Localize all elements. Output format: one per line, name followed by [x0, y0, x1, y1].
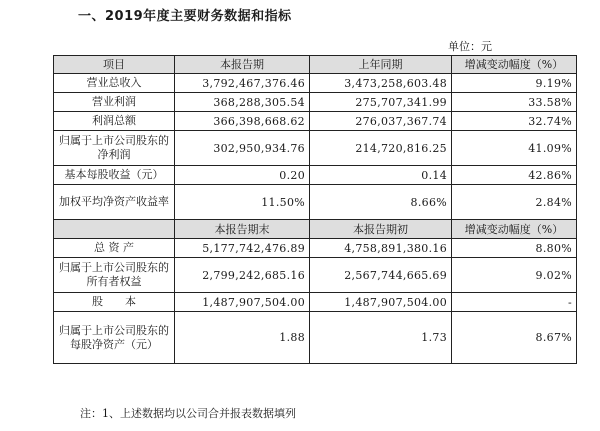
current-value: 11.50%: [175, 185, 310, 220]
current-value: 0.20: [175, 166, 310, 185]
current-value: 366,398,668.62: [175, 112, 310, 131]
section-heading: 一、2019年度主要财务数据和指标: [78, 9, 292, 24]
change-value: -: [452, 293, 577, 312]
header-prior-year: 上年同期: [310, 56, 452, 74]
prior-value: 4,758,891,380.16: [310, 239, 452, 258]
table-row: [54, 93, 577, 112]
current-value: 5,177,742,476.89: [175, 239, 310, 258]
table-subheader-row: [54, 220, 577, 239]
row-label: 营业利润: [54, 93, 175, 112]
row-label: 营业总收入: [54, 74, 175, 93]
footnote: 注：1、上述数据均以公司合并报表数据填列: [80, 407, 296, 420]
table-row: [54, 258, 577, 293]
change-value: 33.58%: [452, 93, 577, 112]
table-header-row: [54, 56, 577, 74]
current-value: 1.88: [175, 312, 310, 364]
prior-value: 276,037,367.74: [310, 112, 452, 131]
change-value: 8.67%: [452, 312, 577, 364]
change-value: 8.80%: [452, 239, 577, 258]
current-value: 302,950,934.76: [175, 131, 310, 166]
table-row: [54, 166, 577, 185]
prior-value: 8.66%: [310, 185, 452, 220]
row-label: 归属于上市公司股东的净利润: [54, 131, 175, 166]
table-row: [54, 293, 577, 312]
prior-value: 214,720,816.25: [310, 131, 452, 166]
change-value: 42.86%: [452, 166, 577, 185]
header-current-period: 本报告期: [175, 56, 310, 74]
row-label: 股 本: [54, 293, 175, 312]
table-row: [54, 185, 577, 220]
subheader-change-pct: 增减变动幅度（%）: [452, 220, 577, 239]
current-value: 1,487,907,504.00: [175, 293, 310, 312]
change-value: 9.19%: [452, 74, 577, 93]
subheader-period-start: 本报告期初: [310, 220, 452, 239]
row-label: 归属于上市公司股东的所有者权益: [54, 258, 175, 293]
prior-value: 3,473,258,603.48: [310, 74, 452, 93]
change-value: 41.09%: [452, 131, 577, 166]
change-value: 9.02%: [452, 258, 577, 293]
current-value: 3,792,467,376.46: [175, 74, 310, 93]
current-value: 2,799,242,685.16: [175, 258, 310, 293]
subheader-blank: [54, 220, 175, 239]
prior-value: 1,487,907,504.00: [310, 293, 452, 312]
table-row: [54, 74, 577, 93]
prior-value: 275,707,341.99: [310, 93, 452, 112]
header-change-pct: 增减变动幅度（%）: [452, 56, 577, 74]
change-value: 2.84%: [452, 185, 577, 220]
current-value: 368,288,305.54: [175, 93, 310, 112]
header-item: 项目: [54, 56, 175, 74]
row-label: 加权平均净资产收益率: [54, 185, 175, 220]
row-label: 总 资 产: [54, 239, 175, 258]
change-value: 32.74%: [452, 112, 577, 131]
subheader-period-end: 本报告期末: [175, 220, 310, 239]
row-label: 归属于上市公司股东的每股净资产（元）: [54, 312, 175, 364]
table-row: [54, 112, 577, 131]
prior-value: 0.14: [310, 166, 452, 185]
unit-label: 单位：元: [448, 40, 492, 53]
row-label: 基本每股收益（元）: [54, 166, 175, 185]
row-label: 利润总额: [54, 112, 175, 131]
prior-value: 2,567,744,665.69: [310, 258, 452, 293]
table-row: [54, 312, 577, 364]
table-row: [54, 131, 577, 166]
table-row: [54, 239, 577, 258]
financial-data-table: [53, 55, 577, 364]
prior-value: 1.73: [310, 312, 452, 364]
